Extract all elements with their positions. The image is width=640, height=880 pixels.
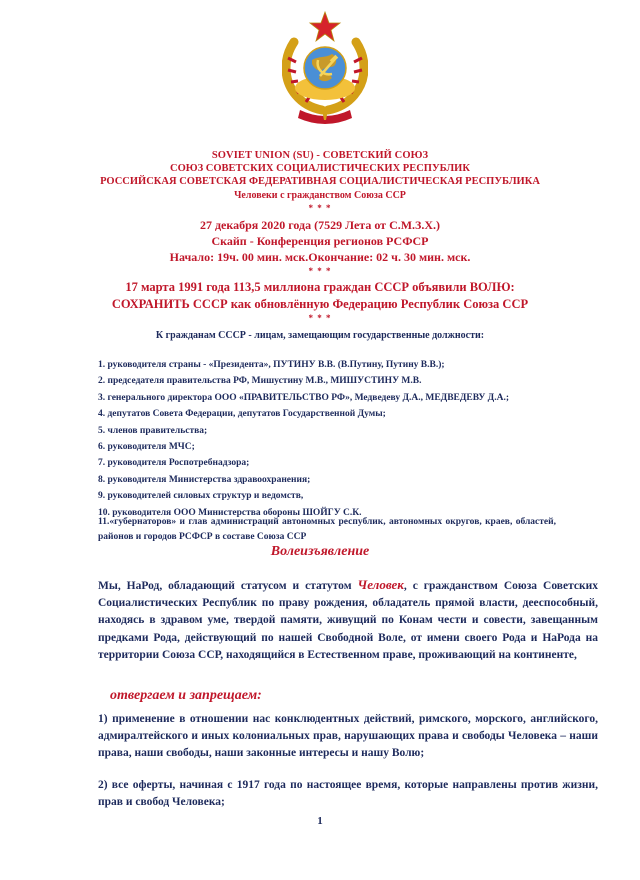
meeting-time: Начало: 19ч. 00 мин. мск.Окончание: 02 ч. 30 мин. мск. (169, 250, 471, 264)
reject-heading: отвергаем и запрещаем: (110, 688, 262, 703)
list-item: 5. членов правительства; (98, 425, 208, 436)
declaration-title: Волеизъявление (270, 544, 370, 559)
list-item: 7. руководителя Роспотребнадзора; (98, 458, 250, 469)
list-item-11: 11.«губернаторов» и глав администраций автономных республик, автономных округов, краев, областей, районов и городов РСФСР в составе Союза ССР (98, 517, 556, 542)
list-item: 9. руководителей силовых структур и ведомств, (98, 491, 304, 502)
page-number: 1 (317, 815, 323, 827)
declaration-paragraph-1 (98, 576, 598, 664)
header-line-rsfsr: РОССИЙСКАЯ СОВЕТСКАЯ ФЕДЕРАТИВНАЯ СОЦИАЛИСТИЧЕСКАЯ РЕСПУБЛИКА (100, 176, 540, 187)
separator-stars: * * * (308, 313, 332, 323)
header-line-citizens: Человеки с гражданством Союза ССР (234, 190, 406, 201)
list-item: 8. руководителя Министерства здравоохранения; (98, 474, 311, 485)
separator-stars: * * * (308, 266, 332, 276)
soviet-emblem-icon (282, 10, 368, 132)
list-item: 6. руководителя МЧС; (98, 441, 195, 452)
will-line-1: 17 марта 1991 года 113,5 миллиона граждан СССР объявили ВОЛЮ: (125, 280, 515, 294)
will-line-2: СОХРАНИТЬ СССР как обновлённую Федерацию Республик Союза ССР (111, 297, 529, 311)
list-item: 10. руководителя ООО Министерства обороны ШОЙГУ С.К. (98, 507, 362, 518)
paragraph-text: Мы, НаРод, обладающий статусом и статутом (98, 580, 358, 592)
meeting-date: 27 декабря 2020 года (7529 Лета от С.М.З.Х.) (199, 218, 441, 232)
separator-stars: * * * (308, 203, 332, 213)
emphasis-chelovek: Человек (357, 577, 404, 592)
header-line-soviet-union: SOVIET UNION (SU) - СОВЕТСКИЙ СОЮЗ (211, 150, 429, 161)
list-item: 1. руководителя страны - «Президента», ПУТИНУ В.В. (В.Путину, Путину В.В.); (98, 360, 445, 370)
paragraph-text: , с гражданством Союза Советских Социалистических Республик по праву рождения, обладатель прямой власти, дееспособный, находясь в здравом уме, твердой памяти, живущий по Конам чести и совести, завещанным предками Рода, действующий по нашей Свободной Воле, от имени своего Рода и НаРода на территории Союза ССР, находящийся в Естественном праве, проживающий на континенте, (98, 580, 598, 661)
list-item: 3. генерального директора ООО «ПРАВИТЕЛЬСТВО РФ», Медведеву Д.А., МЕДВЕДЕВУ Д.А.; (98, 392, 509, 403)
declaration-paragraph-2: 1) применение в отношении нас конклюдентных действий, римского, морского, английского, адмиралтейского и иных колониальных прав, нарушающих права и свободы Человека – наши права, наши свободы, наши законные интересы и нашу Волю; (98, 713, 598, 760)
list-item: 2. председателя правительства РФ, Мишустину М.В., МИШУСТИНУ М.В. (98, 376, 422, 387)
declaration-paragraph-3: 2) все оферты, начиная с 1917 года по настоящее время, которые направлены против жизни, прав и свобод Человека; (98, 779, 598, 809)
list-item: 4. депутатов Совета Федерации, депутатов Государственной Думы; (98, 409, 386, 420)
meeting-title: Скайп - Конференция регионов РСФСР (211, 234, 429, 248)
addressee-list (98, 360, 558, 524)
header-line-ussr: СОЮЗ СОВЕТСКИХ СОЦИАЛИСТИЧЕСКИХ РЕСПУБЛИК (170, 163, 470, 174)
addressee-line: К гражданам СССР - лицам, замещающим государственные должности: (155, 330, 485, 341)
